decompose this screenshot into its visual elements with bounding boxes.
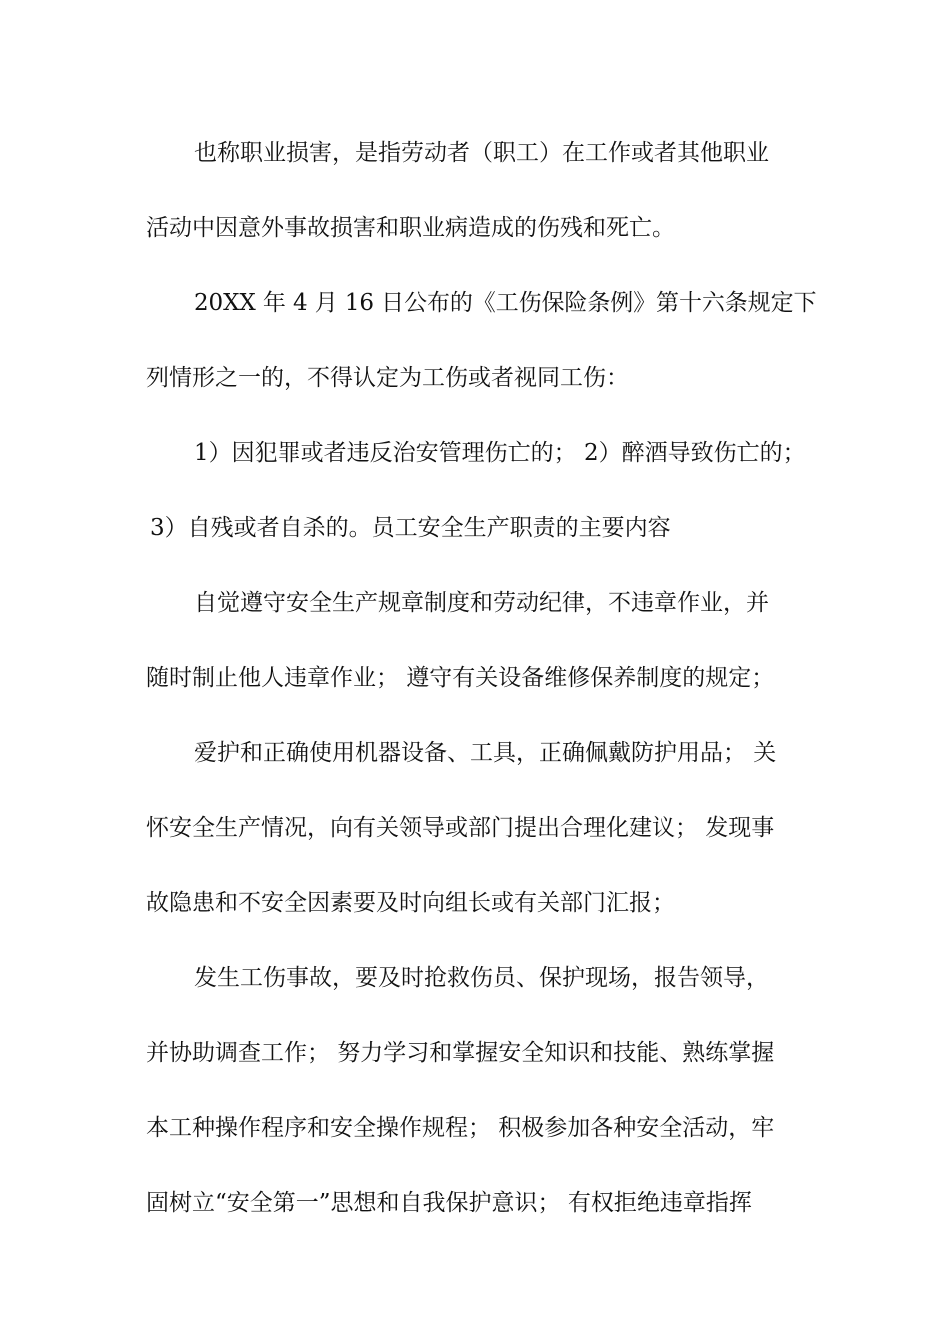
paragraph-line: 20XX 年 4 月 16 日公布的《工伤保险条例》第十六条规定下 [194, 290, 817, 316]
paragraph-line: 怀安全生产情况，向有关领导或部门提出合理化建议； 发现事 [146, 815, 775, 841]
paragraph-line: 自觉遵守安全生产规章制度和劳动纪律，不违章作业，并 [194, 590, 769, 616]
paragraph-line: 故隐患和不安全因素要及时向组长或有关部门汇报； [146, 890, 675, 916]
paragraph-line: 活动中因意外事故损害和职业病造成的伤残和死亡。 [146, 215, 675, 241]
paragraph-line: 并协助调查工作； 努力学习和掌握安全知识和技能、熟练掌握 [146, 1040, 775, 1066]
paragraph-line: 固树立“安全第一”思想和自我保护意识； 有权拒绝违章指挥 [146, 1190, 752, 1216]
paragraph-line: 本工种操作程序和安全操作规程； 积极参加各种安全活动，牢 [146, 1115, 775, 1141]
paragraph-line: 发生工伤事故，要及时抢救伤员、保护现场，报告领导， [194, 965, 769, 991]
paragraph-line: 1）因犯罪或者违反治安管理伤亡的； 2）醉酒导致伤亡的； [194, 440, 806, 466]
paragraph-line: 也称职业损害，是指劳动者（职工）在工作或者其他职业 [194, 140, 769, 166]
paragraph-line: 随时制止他人违章作业； 遵守有关设备维修保养制度的规定； [146, 665, 775, 691]
paragraph-line: 3）自残或者自杀的。员工安全生产职责的主要内容 [150, 515, 671, 541]
paragraph-line: 爱护和正确使用机器设备、工具，正确佩戴防护用品； 关 [194, 740, 777, 766]
paragraph-line: 列情形之一的，不得认定为工伤或者视同工伤： [146, 365, 629, 391]
